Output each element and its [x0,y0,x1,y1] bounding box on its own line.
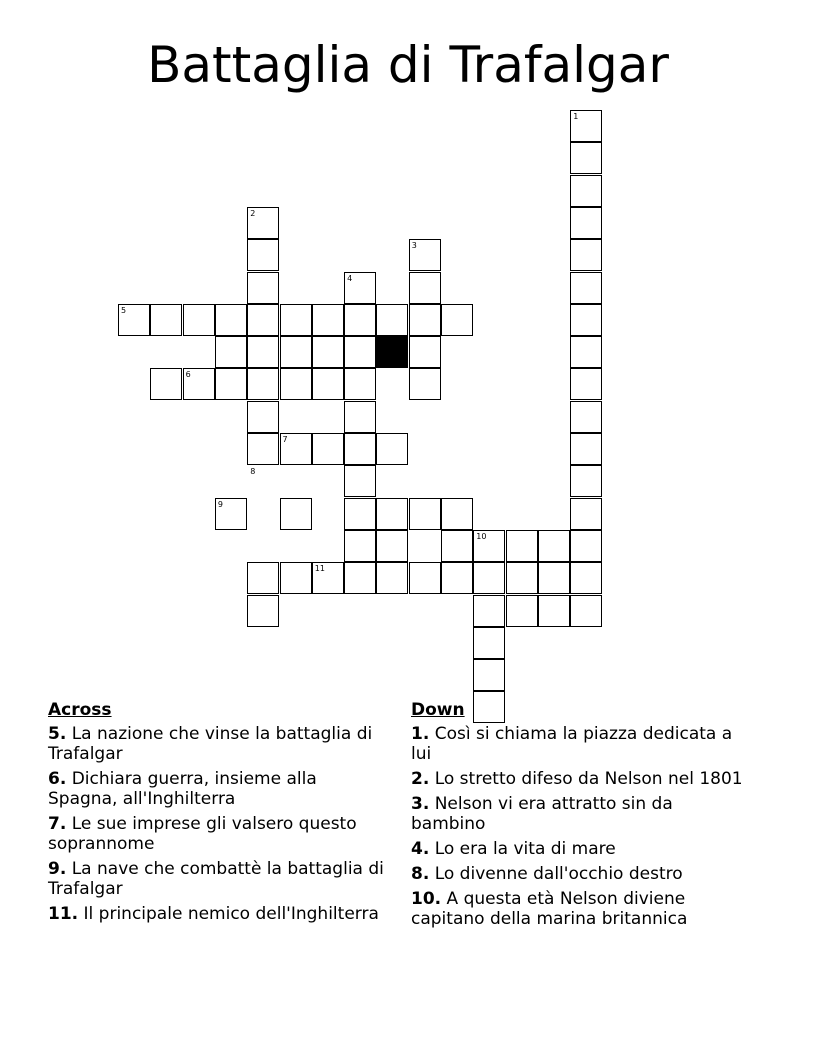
clue-down-10 [411,889,751,929]
grid-cell[interactable] [570,465,602,497]
clue-number-label: 7 [282,435,288,444]
grid-cell[interactable] [570,595,602,627]
clue-number: 7. [48,814,67,834]
clue-text: La nave che combattè la battaglia di Trafalgar [48,859,384,899]
grid-cell[interactable] [344,368,376,400]
grid-cell[interactable] [409,498,441,530]
grid-cell[interactable] [344,465,376,497]
clue-across-9 [48,859,388,899]
grid-cell[interactable] [280,368,312,400]
down-clues [411,700,751,934]
clue-number-label: 1 [573,112,579,121]
grid-cell[interactable] [441,304,473,336]
clue-number-label: 5 [121,305,127,315]
grid-cell[interactable] [376,562,408,594]
clue-number: 4. [411,839,430,859]
grid-cell[interactable] [409,562,441,594]
clue-text: Lo stretto difeso da Nelson nel 1801 [434,769,743,789]
across-heading: Across [48,700,112,720]
clue-number-label: 3 [411,241,417,251]
grid-cell[interactable] [570,175,602,207]
clue-number-label: 8 [250,467,256,477]
clue-down-1 [411,724,751,764]
clue-down-3 [411,794,751,834]
clue-across-7 [48,814,388,854]
grid-cell[interactable] [344,336,376,368]
grid-cell[interactable] [344,562,376,594]
grid-cell[interactable] [150,304,182,336]
grid-cell[interactable] [344,401,376,433]
grid-cell[interactable] [538,595,570,627]
clue-down-2 [411,769,751,789]
grid-cell[interactable] [344,433,376,465]
clue-number-label: 4 [347,273,353,283]
grid-cell[interactable] [506,562,538,594]
grid-cell[interactable] [376,433,408,465]
grid-cell[interactable] [312,304,344,336]
clue-text: Dichiara guerra, insieme alla Spagna, all'Inghilterra [48,769,317,809]
grid-cell[interactable] [506,530,538,562]
grid-cell[interactable] [247,304,279,336]
clue-text: Così si chiama la piazza dedicata a lui [411,724,733,764]
grid-cell[interactable] [280,498,312,530]
grid-cell[interactable] [409,272,441,304]
grid-cell[interactable] [376,530,408,562]
clue-number: 3. [411,794,430,814]
clue-number: 11. [48,904,79,924]
grid-cell[interactable] [247,368,279,400]
down-heading: Down [411,700,465,720]
clue-number-label: 11 [314,564,325,574]
clue-number: 5. [48,724,67,744]
clue-number: 6. [48,769,67,789]
grid-cell[interactable] [473,562,505,594]
clue-number: 8. [411,864,430,884]
clue-text: Il principale nemico dell'Inghilterra [83,904,379,924]
grid-cell[interactable] [570,368,602,400]
grid-cell[interactable] [473,627,505,659]
clue-number-label: 9 [217,499,223,509]
clue-down-4 [411,839,751,859]
grid-cell[interactable] [247,595,279,627]
grid-cell[interactable] [247,401,279,433]
grid-cell[interactable] [247,562,279,594]
grid-cell[interactable] [150,368,182,400]
grid-cell[interactable] [441,498,473,530]
grid-cell[interactable] [570,304,602,336]
grid-cell[interactable] [538,562,570,594]
grid-cell[interactable] [570,336,602,368]
grid-cell[interactable] [215,368,247,400]
grid-cell[interactable] [570,433,602,465]
grid-cell[interactable] [376,304,408,336]
grid-cell[interactable] [506,595,538,627]
grid-cell[interactable] [409,368,441,400]
grid-cell[interactable] [570,530,602,562]
clue-text: Lo era la vita di mare [434,839,616,859]
clue-across-11 [48,904,388,924]
grid-cell[interactable] [441,530,473,562]
clue-number: 10. [411,889,442,909]
clue-number-label: 2 [250,208,256,218]
grid-cell[interactable] [344,530,376,562]
clue-text: Lo divenne dall'occhio destro [434,864,683,884]
grid-cell[interactable] [570,272,602,304]
grid-cell[interactable] [247,272,279,304]
grid-cell[interactable] [441,562,473,594]
grid-cell[interactable] [280,336,312,368]
across-clues [48,700,388,929]
black-cell [376,336,408,368]
grid-cell[interactable] [570,498,602,530]
grid-cell[interactable] [409,336,441,368]
clue-across-6 [48,769,388,809]
clue-text: A questa età Nelson diviene capitano della marina britannica [411,889,688,929]
grid-cell[interactable] [570,142,602,174]
grid-cell[interactable] [344,498,376,530]
grid-cell[interactable] [473,659,505,691]
grid-cell[interactable] [409,304,441,336]
clue-number: 1. [411,724,430,744]
grid-cell[interactable] [280,562,312,594]
clue-down-8 [411,864,751,884]
grid-cell[interactable] [247,336,279,368]
clue-number: 9. [48,859,67,879]
grid-cell[interactable] [538,530,570,562]
clue-across-5 [48,724,388,764]
grid-cell[interactable] [312,336,344,368]
grid-cell[interactable] [247,239,279,271]
grid-cell[interactable] [570,562,602,594]
clue-number-label: 10 [476,531,487,541]
grid-cell[interactable] [344,304,376,336]
grid-cell[interactable] [183,304,215,336]
clue-number: 2. [411,769,430,789]
grid-cell[interactable] [473,595,505,627]
clue-text: Nelson vi era attratto sin da bambino [411,794,673,834]
clue-number-label: 6 [185,370,191,380]
grid-cell[interactable] [280,304,312,336]
grid-cell[interactable] [570,207,602,239]
page-title: Battaglia di Trafalgar [147,36,669,94]
grid-cell[interactable] [376,498,408,530]
grid-cell[interactable] [215,336,247,368]
grid-cell[interactable] [570,401,602,433]
clue-text: Le sue imprese gli valsero questo soprannome [48,814,357,854]
grid-cell[interactable] [570,239,602,271]
clue-text: La nazione che vinse la battaglia di Trafalgar [48,724,373,764]
grid-cell[interactable] [312,368,344,400]
grid-cell[interactable] [247,433,279,465]
grid-cell[interactable] [215,304,247,336]
grid-cell[interactable] [312,433,344,465]
